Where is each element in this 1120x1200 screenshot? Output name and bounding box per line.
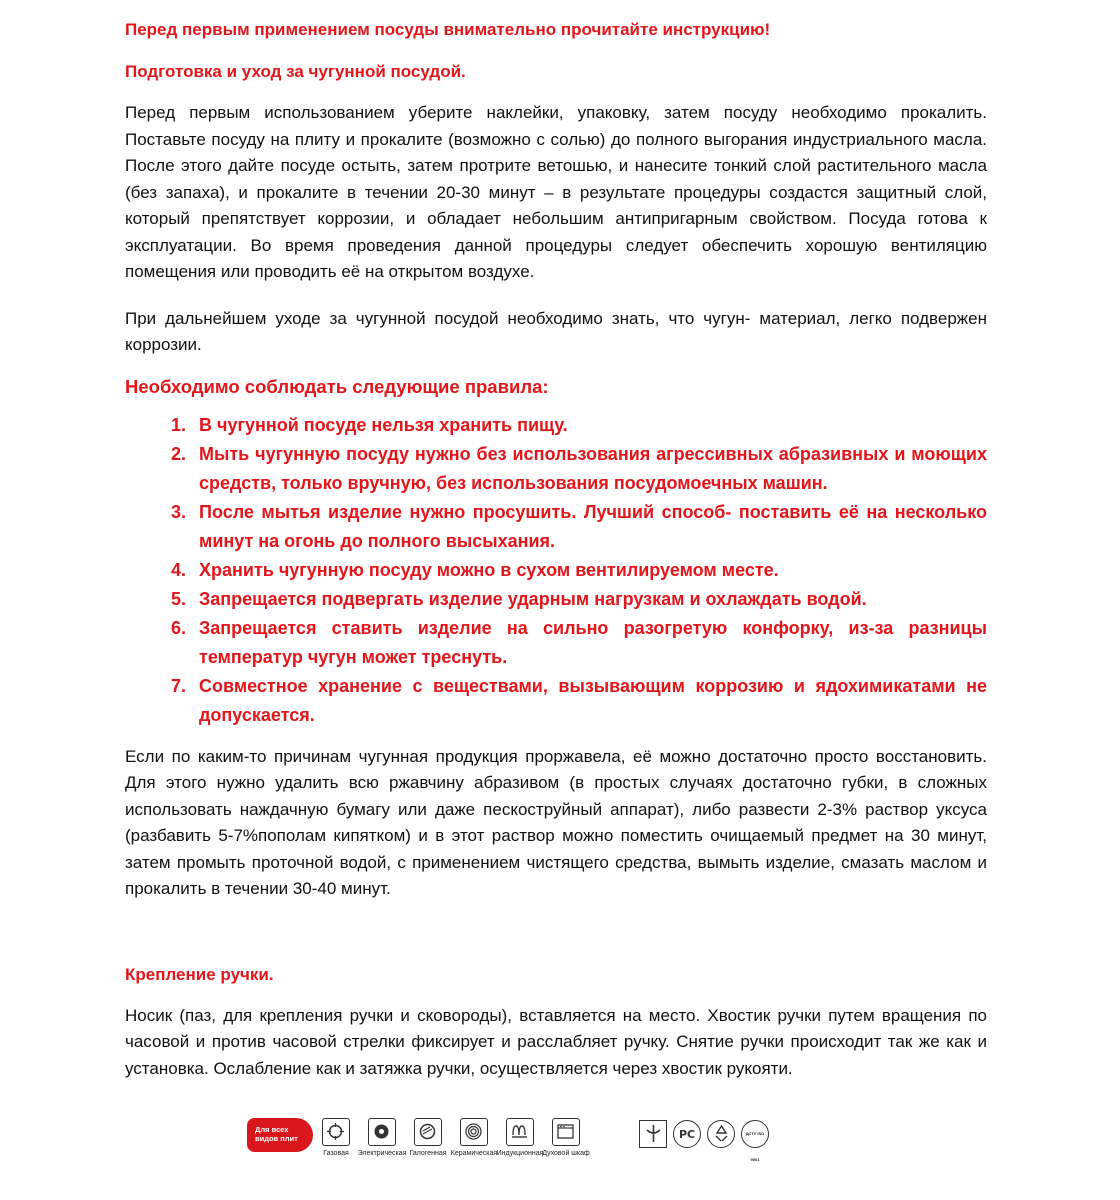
further-care-paragraph: При дальнейшем уходе за чугунной посудой необходимо знать, что чугун- материал, легко подвержен коррозии. (125, 308, 987, 354)
iso-cert-label: ДСТУ ISO 9001 (745, 1131, 765, 1162)
rule-item: 2. Мыть чугунную посуду нужно без использования агрессивных абразивных и моющих средств, только вручную, без использования посудомоечных машин. (191, 440, 987, 498)
hob-caption: Духовой шкаф (542, 1150, 590, 1157)
hob-caption: Газовая (323, 1150, 349, 1157)
badge-line: видов плит (255, 1134, 298, 1143)
iso-cert-icon (741, 1120, 769, 1162)
rule-item: 7. Совместное хранение с веществами, вызывающим коррозию и ядохимикатами не допускается. (191, 672, 987, 730)
handle-paragraph: Носик (паз, для крепления ручки и сковороды), вставляется на место. Хвостик ручки путем вращения по часовой и против часовой стрелки фиксирует и расслабляет ручку. Снятие ручки происходит так же как и установка. Ослабление как и затяжка ручки, осуществляется через хвостик рукояти. (125, 1005, 987, 1078)
rule-item: 5. Запрещается подвергать изделие ударным нагрузкам и охлаждать водой. (191, 585, 987, 614)
first-use-paragraph: Перед первым использованием уберите наклейки, упаковку, затем посуду необходимо прокалить. Поставьте посуду на плиту и прокалите (возможно с солью) до полного выгорания индустриального масла. После этого дайте посуде остыть, затем протрите ветошью, и нанесите тонкий слой растительного масла (без запаха), и прокалите в течении 20-30 минут – в результате процедуры создастся защитный слой, который препятствует коррозии, и обладает небольшим антипригарным свойством. Посуда готова к эксплуатации. Во время проведения данной процедуры следует обеспечить хорошую вентиляцию помещения или проводить её на открытом воздухе. (125, 103, 987, 281)
svg-text:РС: РС (678, 1128, 695, 1141)
handle-heading: Крепление ручки. (125, 964, 274, 984)
rule-item: 1. В чугунной посуде нельзя хранить пищу. (191, 411, 987, 440)
hob-caption: Галогенная (409, 1150, 447, 1157)
rule-item: 6. Запрещается ставить изделие на сильно разогретую конфорку, из-за разницы температур чугун может треснуть. (191, 614, 987, 672)
oven-icon (542, 1118, 590, 1157)
warning-heading: Перед первым применением посуды внимательно прочитайте инструкцию! (125, 20, 771, 39)
hob-caption: Керамическая (450, 1150, 498, 1157)
badge-line: Для всех (255, 1125, 289, 1134)
rules-title: Необходимо соблюдать следующие правила: (125, 375, 549, 397)
all-cooktops-badge (247, 1118, 313, 1152)
rule-item: 3. После мытья изделие нужно просушить. Лучший способ- поставить её на несколько минут на огонь до полного высыхания. (191, 498, 987, 556)
rule-item: 4. Хранить чугунную посуду можно в сухом вентилируемом месте. (191, 556, 987, 585)
hob-caption: Электрическая (357, 1150, 407, 1157)
ukrsepro-cert-icon (639, 1120, 667, 1148)
recycle-icon (707, 1120, 735, 1148)
hob-caption: Индукционная (496, 1150, 544, 1157)
rst-cert-icon (673, 1120, 701, 1148)
instruction-document (125, 18, 987, 1082)
care-heading: Подготовка и уход за чугунной посудой. (125, 62, 466, 81)
rust-paragraph: Если по каким-то причинам чугунная продукция проржавела, её можно достаточно просто восстановить. Для этого нужно удалить всю ржавчину абразивом (в простых случаях достаточно губки, в сложных использовать наждачную бумагу или даже пескоструйный аппарат), либо развести 2-3% раствор уксуса (разбавить 5-7%пополам кипятком) и в этот раствор можно поместить очищаемый предмет на 30 минут, затем промыть проточной водой, с применением чистящего средства, вымыть изделие, смазать маслом и прокалить в течении 30-40 минут. (125, 746, 987, 898)
rules-list (125, 411, 987, 730)
